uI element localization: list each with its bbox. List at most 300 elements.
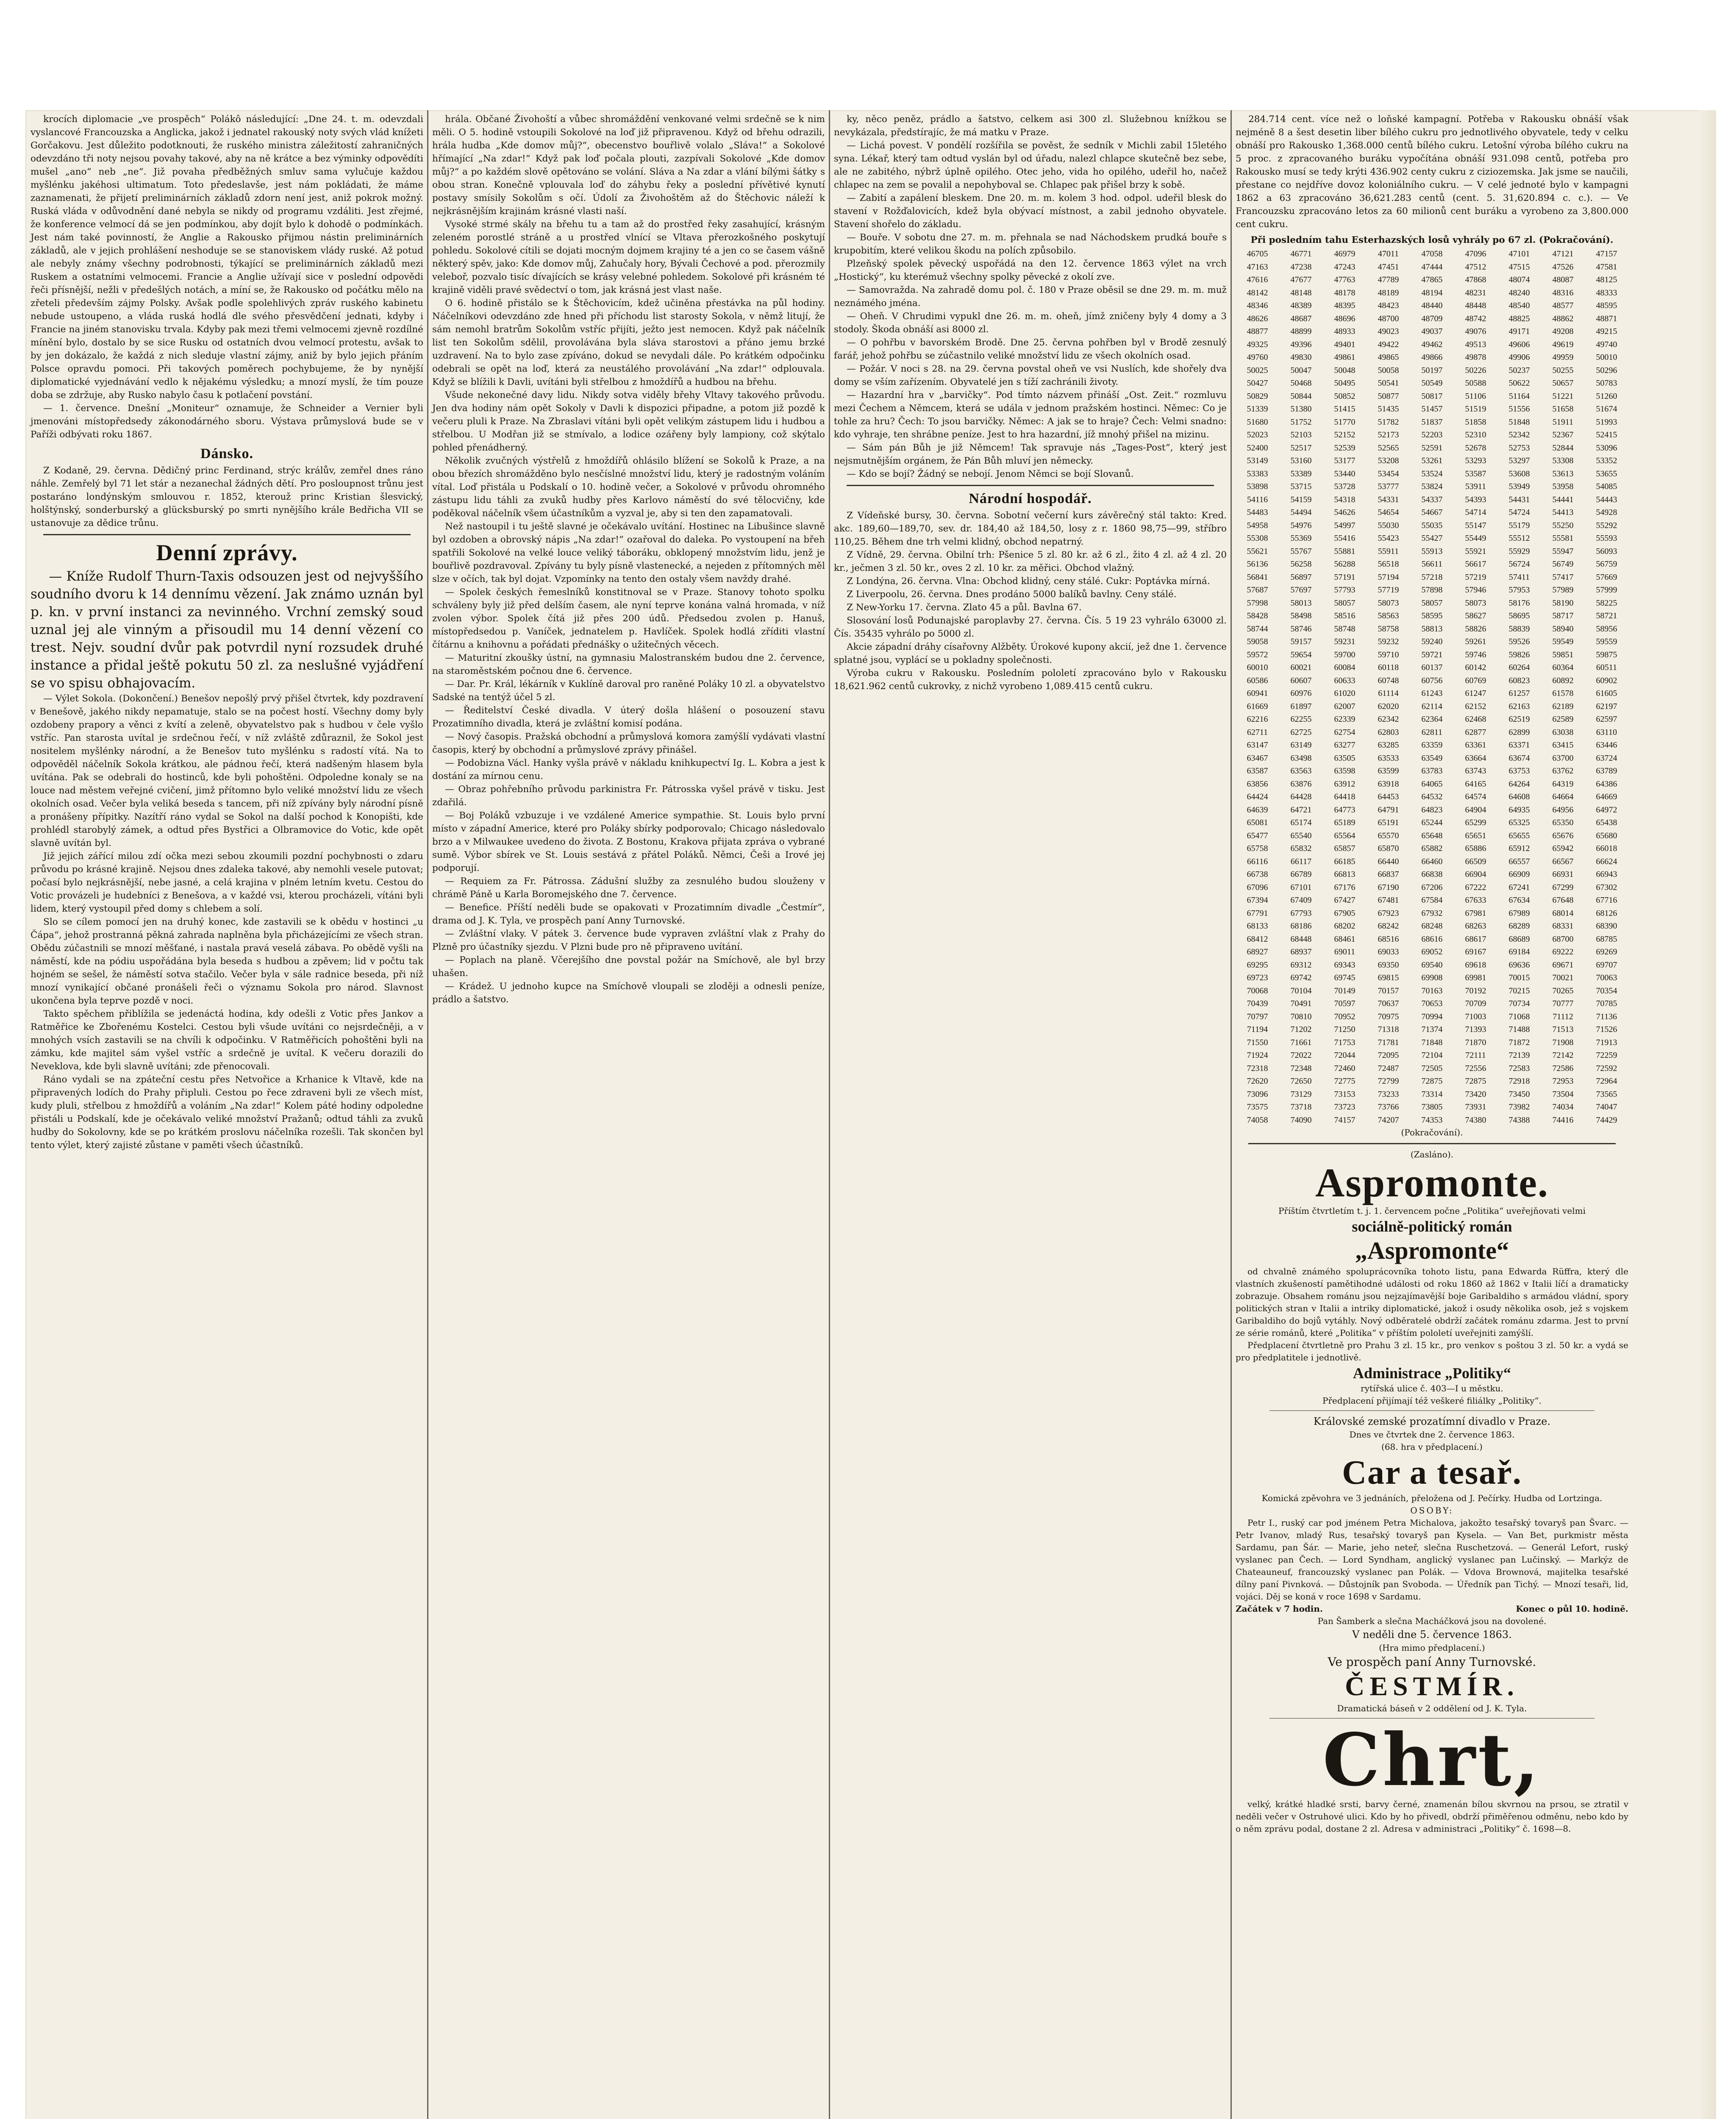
lottery-number: 69981 <box>1465 973 1486 982</box>
lottery-number: 54626 <box>1334 508 1355 517</box>
lottery-number: 53389 <box>1290 469 1312 478</box>
lottery-row <box>1236 804 1628 817</box>
lottery-number: 62468 <box>1465 715 1486 724</box>
lottery-number: 52203 <box>1421 430 1443 439</box>
lottery-number: 55030 <box>1378 520 1399 530</box>
lottery-number: 66789 <box>1290 870 1312 879</box>
lottery-row <box>1236 364 1628 377</box>
column-4 <box>1234 110 1630 2119</box>
lottery-number: 66460 <box>1421 856 1443 866</box>
lottery-number: 59746 <box>1465 650 1486 659</box>
lottery-number: 51435 <box>1378 404 1399 414</box>
lottery-number: 67648 <box>1552 895 1574 905</box>
lottery-number: 50296 <box>1596 365 1617 375</box>
lottery-number: 70785 <box>1596 999 1617 1008</box>
lottery-number: 49215 <box>1596 327 1617 336</box>
lottery-number: 67584 <box>1421 895 1443 905</box>
lottery-number: 64532 <box>1421 792 1443 801</box>
theatre-seq: (68. hra v předplacení.) <box>1381 1442 1483 1452</box>
lottery-row <box>1236 493 1628 506</box>
lottery-number: 67633 <box>1465 895 1486 905</box>
lottery-number: 58746 <box>1290 624 1312 634</box>
lottery-number: 48862 <box>1552 314 1574 323</box>
lottery-number: 61257 <box>1508 689 1530 698</box>
lottery-number: 69350 <box>1378 960 1399 970</box>
lottery-number: 70653 <box>1421 999 1443 1008</box>
lottery-number: 53352 <box>1596 456 1617 465</box>
lottery-row <box>1236 881 1628 894</box>
lottery-number: 72318 <box>1247 1063 1268 1073</box>
lottery-number: 72111 <box>1465 1051 1486 1060</box>
lottery-number: 69707 <box>1596 960 1617 970</box>
play-title-cestmir: ČESTMÍR. <box>1345 1671 1519 1701</box>
lottery-row <box>1236 907 1628 920</box>
lottery-number: 71526 <box>1596 1025 1617 1034</box>
lottery-number: 71550 <box>1247 1037 1268 1047</box>
lottery-number: 72775 <box>1334 1076 1355 1086</box>
lottery-number: 60364 <box>1552 663 1574 672</box>
lottery-number: 70354 <box>1596 986 1617 996</box>
lottery-number: 64935 <box>1508 805 1530 815</box>
lottery-number: 60976 <box>1290 689 1312 698</box>
lottery-number: 63147 <box>1247 740 1268 750</box>
lottery-row <box>1236 700 1628 713</box>
lottery-number: 61114 <box>1378 689 1399 698</box>
lottery-number: 68263 <box>1465 921 1486 931</box>
ad-aspromonte-title-2: „Aspromonte“ <box>1355 1237 1509 1264</box>
lottery-number: 71250 <box>1334 1025 1355 1034</box>
lottery-number: 74058 <box>1247 1115 1268 1125</box>
article-paragraph: Než nastoupil i tu ještě slavné je očekávalo uvítání. Hostinec na Libušince slavně byl ozdoben a obrovský nápis „Na zdar!“ ozařoval do daleka. Po vystoupení na břeh spatřili Sokolové na velké louce veliký táboráku, obklopený množstvím lidu, jenž je bouřlivě pozdravoval. Zpívány tu byly písně vlastenecké, a nejeden z přítomných měl slze v očích, tak byl dojat. Vzpomínky na tento den ostaly všem navždy drahé. <box>432 521 825 584</box>
ad-admin-address: rytířská ulice č. 403—I u městku. <box>1361 1383 1503 1393</box>
lottery-number: 52310 <box>1465 430 1486 439</box>
lottery-number: 49606 <box>1508 339 1530 349</box>
lottery-number: 64264 <box>1508 779 1530 789</box>
lottery-number: 48742 <box>1465 314 1486 323</box>
lottery-number: 66185 <box>1334 856 1355 866</box>
lottery-number: 56093 <box>1596 546 1617 556</box>
lottery-number: 68390 <box>1596 921 1617 931</box>
theatre-name: Královské zemské prozatímní divadlo v Praze. <box>1313 1415 1551 1427</box>
lottery-number: 60264 <box>1508 663 1530 672</box>
lottery-number: 56611 <box>1421 559 1443 569</box>
lottery-number: 72583 <box>1508 1063 1530 1073</box>
lottery-table-title: Při posledním tahu Esterhazských losů vyhrály po 67 zl. (Pokračování). <box>1250 235 1614 245</box>
article-paragraph: Z Vídně, 29. června. Obilní trh: Pšenice 5 zl. 80 kr. až 6 zl., žito 4 zl. až 4 zl. 20 kr., ječmen 3 zl. 50 kr., oves 2 zl. 10 kr. za měřici. Obchod vlažný. <box>834 550 1227 573</box>
lottery-number: 59721 <box>1421 650 1443 659</box>
lottery-number: 56749 <box>1552 559 1574 569</box>
lottery-number: 62519 <box>1508 715 1530 724</box>
lottery-number: 47163 <box>1247 262 1268 272</box>
lottery-number: 54443 <box>1596 495 1617 504</box>
lottery-number: 58013 <box>1290 598 1312 608</box>
lottery-number: 74207 <box>1378 1115 1399 1125</box>
divider <box>43 534 411 535</box>
lottery-number: 59261 <box>1465 637 1486 646</box>
article-paragraph: Z Londýna, 26. června. Vlna: Obchod klidný, ceny stálé. Cukr: Poptávka mírná. <box>847 576 1210 587</box>
lottery-row <box>1236 312 1628 325</box>
theatre-end: Konec o půl 10. hodině. <box>1516 1604 1628 1614</box>
lottery-number: 61669 <box>1247 701 1268 711</box>
lottery-number: 53911 <box>1465 482 1486 491</box>
lottery-number: 63599 <box>1378 766 1399 776</box>
lottery-number: 68516 <box>1378 934 1399 944</box>
lottery-number: 65299 <box>1465 818 1486 827</box>
lottery-number: 63598 <box>1334 766 1355 776</box>
theatre-start: Začátek v 7 hodin. <box>1236 1604 1323 1614</box>
lottery-row <box>1236 816 1628 829</box>
lottery-number: 49740 <box>1596 339 1617 349</box>
lottery-row <box>1236 416 1628 429</box>
lottery-number: 73153 <box>1334 1089 1355 1099</box>
lottery-number: 74380 <box>1465 1115 1486 1125</box>
lottery-number: 59654 <box>1290 650 1312 659</box>
lottery-number: 53524 <box>1421 469 1443 478</box>
lottery-number: 51260 <box>1596 391 1617 401</box>
theatre-date: Dnes ve čtvrtek dne 2. července 1863. <box>1349 1429 1515 1440</box>
lottery-number: 47243 <box>1334 262 1355 272</box>
lottery-number: 53608 <box>1508 469 1530 478</box>
lottery-number: 73450 <box>1508 1089 1530 1099</box>
lottery-number: 70015 <box>1508 973 1530 982</box>
lottery-number: 53293 <box>1465 456 1486 465</box>
lottery-number: 67176 <box>1334 882 1355 892</box>
lottery-number: 71374 <box>1421 1025 1443 1034</box>
lottery-row <box>1236 428 1628 442</box>
lottery-number: 50058 <box>1378 365 1399 375</box>
lottery-number: 53440 <box>1334 469 1355 478</box>
lottery-number: 47096 <box>1465 249 1486 259</box>
lottery-number: 49171 <box>1508 327 1530 336</box>
lottery-number: 70975 <box>1378 1012 1399 1021</box>
lottery-number: 49076 <box>1465 327 1486 336</box>
lottery-number: 48395 <box>1334 301 1355 310</box>
lottery-number: 63762 <box>1552 766 1574 776</box>
lottery-number: 55512 <box>1508 534 1530 543</box>
lottery-number: 54159 <box>1290 495 1312 504</box>
lottery-number: 49959 <box>1552 353 1574 362</box>
lottery-number: 63446 <box>1596 740 1617 750</box>
lottery-number: 69312 <box>1290 960 1312 970</box>
lottery-number: 67634 <box>1508 895 1530 905</box>
article-paragraph: — Poplach na planě. Včerejšího dne povstal požár na Smíchově, ale byl brzy uhašen. <box>432 955 825 979</box>
lottery-number: 62342 <box>1378 715 1399 724</box>
lottery-row <box>1236 945 1628 959</box>
lottery-number: 53613 <box>1552 469 1574 478</box>
persons-heading: OSOBY: <box>1410 1505 1454 1516</box>
lottery-number: 63277 <box>1334 740 1355 750</box>
article-paragraph: Z New-Yorku 17. června. Zlato 45 a půl. Bavlna 67. <box>847 602 1082 613</box>
lottery-number: 47238 <box>1290 262 1312 272</box>
lottery-number: 70994 <box>1421 1012 1443 1021</box>
section-heading-daily-news: Denní zprávy. <box>156 540 298 565</box>
lottery-number: 63753 <box>1508 766 1530 776</box>
lottery-number: 50829 <box>1247 391 1268 401</box>
lottery-number: 64608 <box>1508 792 1530 801</box>
lottery-number: 73931 <box>1465 1102 1486 1112</box>
lottery-row <box>1236 648 1628 662</box>
lottery-number: 70063 <box>1596 973 1617 982</box>
article-paragraph: — Oheň. V Chrudimi vypukl dne 26. m. m. oheň, jímž zničeny byly 4 domy a 3 stodoly. Škoda obnáší asi 8000 zl. <box>834 311 1227 335</box>
lottery-number: 51911 <box>1552 417 1574 427</box>
article-paragraph: — Podobizna Václ. Hanky vyšla právě v nákladu knihkupectví Ig. L. Kobra a jest k dostání za mírnou cenu. <box>432 758 825 781</box>
lottery-number: 62189 <box>1552 701 1574 711</box>
lottery-number: 48231 <box>1465 288 1486 298</box>
lottery-number: 68700 <box>1552 934 1574 944</box>
lottery-number: 52753 <box>1508 443 1530 453</box>
lottery-number: 59710 <box>1378 650 1399 659</box>
lottery-number: 59157 <box>1290 637 1312 646</box>
lottery-number: 72556 <box>1465 1063 1486 1073</box>
column-2 <box>431 110 827 2119</box>
lottery-number: 53824 <box>1421 482 1443 491</box>
column-rule <box>829 110 830 2119</box>
lottery-row <box>1236 454 1628 467</box>
lottery-number: 54331 <box>1378 495 1399 504</box>
lottery-number: 63533 <box>1378 753 1399 763</box>
lottery-number: 66904 <box>1465 870 1486 879</box>
lottery-number: 48448 <box>1465 301 1486 310</box>
lottery-number: 60084 <box>1334 663 1355 672</box>
lottery-row <box>1236 273 1628 286</box>
lottery-number: 67905 <box>1334 908 1355 918</box>
lottery-number: 51106 <box>1465 391 1486 401</box>
lottery-row <box>1236 765 1628 778</box>
lottery-number: 62339 <box>1334 715 1355 724</box>
lottery-number: 55767 <box>1290 546 1312 556</box>
lottery-number: 72259 <box>1596 1051 1617 1060</box>
lottery-number: 54928 <box>1596 508 1617 517</box>
lottery-number: 61247 <box>1465 689 1486 698</box>
lottery-row <box>1236 997 1628 1010</box>
lottery-number: 68448 <box>1290 934 1312 944</box>
lottery-number: 71068 <box>1508 1012 1530 1021</box>
lottery-table-body <box>1236 247 1628 1126</box>
column-1 <box>29 110 425 2119</box>
lottery-number: 49023 <box>1378 327 1399 336</box>
lottery-number: 74090 <box>1290 1115 1312 1125</box>
article-paragraph: Všude nekonečné davy lidu. Nikdy sotva viděly břehy Vltavy takového průvodu. Jen dva hodiny nám opět Sokoly v Davli k dispozici připadne, a potom již pozdě k večeru pluli k Praze. Na Zbraslavi vítáni byli opět velikým zástupem lidu i hudbou a střelbou. U Modřan již se stmívalo, a lodice ozářeny byly lampiony, což skýtalo pohled přenádherný. <box>432 390 825 453</box>
newspaper-page <box>25 110 1716 2119</box>
play-genre: Komická zpěvohra ve 3 jednáních, přeložena od J. Pečírky. Hudba od Lortzinga. <box>1261 1493 1603 1503</box>
lottery-number: 48087 <box>1552 275 1574 284</box>
lottery-number: 62754 <box>1334 727 1355 737</box>
lottery-number: 49422 <box>1378 339 1399 349</box>
lottery-number: 63743 <box>1465 766 1486 776</box>
lottery-number: 68689 <box>1508 934 1530 944</box>
article-paragraph: Již jejich zářící milou zdí očka mezi sebou zkoumili pozdní pochybnosti o zdaru průvodu po krásné krajině. Nejsou dnes zdaleka takové, aby nemohli vesele putovat; počasí bylo nejkrásnější, nebe jasné, a celá krajina v plném letním kvetu. Cestou do Votic provázeli je hudebníci z Benešova, a v každé vsi, kterou procházeli, vítáni byli lidem, který vystoupil před domy s chlebem a solí. <box>31 851 423 914</box>
lottery-number: 61897 <box>1290 701 1312 711</box>
lottery-number: 55913 <box>1421 546 1443 556</box>
lottery-number: 55292 <box>1596 520 1617 530</box>
ad-admin-title: Administrace „Politiky“ <box>1353 1365 1511 1382</box>
lottery-number: 60892 <box>1552 676 1574 685</box>
lottery-number: 70810 <box>1290 1012 1312 1021</box>
lottery-row <box>1236 920 1628 933</box>
lottery-row <box>1236 971 1628 984</box>
lottery-number: 49760 <box>1247 353 1268 362</box>
lottery-number: 48178 <box>1334 288 1355 298</box>
section-heading-economy: Národní hospodář. <box>969 491 1092 506</box>
lottery-number: 67299 <box>1552 882 1574 892</box>
lottery-number: 58758 <box>1378 624 1399 634</box>
article-paragraph: ky, něco peněz, prádlo a šatstvo, celkem asi 300 zl. Služebnou knížkou se nevykázala, předstírajíc, že má matku v Praze. <box>834 114 1227 138</box>
lottery-number: 58073 <box>1465 598 1486 608</box>
lottery-number: 51752 <box>1290 417 1312 427</box>
lottery-number: 70149 <box>1334 986 1355 996</box>
article-paragraph: hrála. Občané Živohoští a vůbec shromáždění venkované velmi srdečně se k nim měli. O 5. hodině vstoupili Sokolové na loď již připravenou. Když od břehu odrazili, hrála hudba „Kde domov můj?“, obecenstvo bouřlivě volalo „Sláva!“ a Sokolové hřímající „Na zdar!“ Když pak loď počala plouti, zazpívali Sokolové „Kde domov můj?“ a po každém slově opětováno se volání. Sláva a Na zdar a vlání bílými šátky s obou stran. Konečně vplouvala loď do záhybu řeky a poslední přívětivé kynutí postavy smísily Sokolům s očí. Údolí za Živohoštěm až do Štěchovic náleží k nejkrásnějším krajinám krásné vlasti naší. <box>432 114 825 217</box>
lottery-number: 51993 <box>1596 417 1617 427</box>
lottery-number: 55250 <box>1552 520 1574 530</box>
lottery-number: 54431 <box>1508 495 1530 504</box>
lottery-number: 68289 <box>1508 921 1530 931</box>
lottery-row <box>1236 687 1628 700</box>
lottery-number: 58826 <box>1465 624 1486 634</box>
lottery-number: 59231 <box>1334 637 1355 646</box>
lottery-number: 49462 <box>1421 339 1443 349</box>
lottery-number: 55593 <box>1596 534 1617 543</box>
article-paragraph: — Hazardní hra v „barvičky“. Pod tímto názvem přináší „Ost. Zeit.“ rozmluvu mezi Čechem a Němcem, která se udála v jednom pražském hostinci. Němec: Co je tohle za hru? Čech: To jsou barvičky. Němec: A jak se to hraje? Čech: Velmi snadno: kdo vyhraje, ten shrábne peníze. Jest to hra hazardní, jíž mnohý přišel na mizinu. <box>834 390 1227 440</box>
lottery-number: 54494 <box>1290 508 1312 517</box>
lottery-number: 48687 <box>1290 314 1312 323</box>
lottery-number: 48871 <box>1596 314 1617 323</box>
lottery-number: 53177 <box>1334 456 1355 465</box>
lottery-number: 69033 <box>1378 947 1399 957</box>
lottery-number: 47121 <box>1552 249 1574 259</box>
lottery-number: 58744 <box>1247 624 1268 634</box>
lottery-number: 57989 <box>1552 585 1574 595</box>
lottery-number: 65174 <box>1290 818 1312 827</box>
lottery-number: 53297 <box>1508 456 1530 465</box>
lottery-number: 58563 <box>1378 611 1399 620</box>
lottery-number: 65676 <box>1552 831 1574 840</box>
lottery-number: 67096 <box>1247 882 1268 892</box>
lottery-row <box>1236 894 1628 907</box>
lottery-number: 64319 <box>1552 779 1574 789</box>
lottery-number: 48189 <box>1378 288 1399 298</box>
lottery-number: 52023 <box>1247 430 1268 439</box>
lottery-number: 51658 <box>1552 404 1574 414</box>
lottery-number: 60941 <box>1247 689 1268 698</box>
lottery-number: 51519 <box>1465 404 1486 414</box>
lottery-number: 51782 <box>1378 417 1399 427</box>
lottery-number: 60118 <box>1378 663 1399 672</box>
lottery-number: 50226 <box>1465 365 1486 375</box>
lottery-number: 60142 <box>1465 663 1486 672</box>
lottery-number: 50468 <box>1290 378 1312 388</box>
lottery-number: 71661 <box>1290 1037 1312 1047</box>
lottery-number: 64956 <box>1552 805 1574 815</box>
lottery-row <box>1236 674 1628 687</box>
lottery-number: 65655 <box>1508 831 1530 840</box>
lottery-number: 48440 <box>1421 301 1443 310</box>
lottery-number: 55921 <box>1465 546 1486 556</box>
lottery-row <box>1236 377 1628 390</box>
lottery-number: 71872 <box>1508 1037 1530 1047</box>
lottery-number: 49208 <box>1552 327 1574 336</box>
lottery-number: 73982 <box>1508 1102 1530 1112</box>
lottery-number: 51221 <box>1552 391 1574 401</box>
article-paragraph: — O pohřbu v bavorském Brodě. Dne 25. června pohřben byl v Brodě zesnulý farář, jehož pohřbu se zúčastnilo veliké množství lidu ze všech okolních osad. <box>834 337 1227 361</box>
lottery-row <box>1236 506 1628 519</box>
lottery-number: 48709 <box>1421 314 1443 323</box>
lottery-number: 63789 <box>1596 766 1617 776</box>
lottery-number: 65648 <box>1421 831 1443 840</box>
lottery-number: 72650 <box>1290 1076 1312 1086</box>
lottery-number: 71781 <box>1378 1037 1399 1047</box>
lottery-number: 56288 <box>1334 559 1355 569</box>
lottery-number: 65244 <box>1421 818 1443 827</box>
lottery-number: 47451 <box>1378 262 1399 272</box>
lottery-number: 65540 <box>1290 831 1312 840</box>
lottery-number: 55449 <box>1465 534 1486 543</box>
lottery-number: 68126 <box>1596 908 1617 918</box>
lottery-number: 68331 <box>1552 921 1574 931</box>
lottery-number: 72044 <box>1334 1051 1355 1060</box>
article-paragraph: 284.714 cent. více než o loňské kampagní. Potřeba v Rakousku obnáší však nejméně 8 a šest desetin liber bílého cukru pro jednotlivého obyvatele, tedy v celku obnáší pro Rakousko 1,368.000 centů bílého cukru. Letošní výroba bílého cukru na 5 proc. z zpracovaného buráku vypočítána obnáší 931.098 centů, potřeba pro Rakousko musí se tedy krýti 436.902 centy cukru z ciziozemska. Jak jsme se naučili, přestane co nejdříve dovoz koloniálního cukru. — V celé jednoté bylo v kampagni 1862 a 63 zpracováno 36,621.283 centů (cent. 5. 31,620.894 c. c.). — Ve Francouzsku zpracováno letos za 60 milionů cent buráku a vyrobeno za 3,800.000 cent cukru. <box>1236 114 1628 230</box>
lottery-number: 66509 <box>1465 856 1486 866</box>
lottery-number: 47526 <box>1552 262 1574 272</box>
lottery-number: 58717 <box>1552 611 1574 620</box>
article-paragraph: krocích diplomacie „ve prospěch“ Polákô následující: „Dne 24. t. m. odevzdali vyslancové Francouzska a Anglicka, jakož i jednatel rakouský noty svých vlád knížeti Gorčakovu. Jest důležito podotknouti, že ruského ministra záležitostí zahraničných odevzdáno tři noty nejsou povahy takové, aby na ně krátce a bez výminky odpovědíti mušel „ano“ neb „ne“. Již povaha předběžných smluv sama vylučuje každou myšlénku jakéhosi ultimatum. Toto předeslavše, jest nám pokládati, že máme zaznamenati, že přijetí preliminárních základů zdorn není jest, aniž pokrok možný. Ruská vláda v odůvodnění dané nebyla se nikdy od programu vzdáliti. Jest zřejmé, že konference velmocí dá se jen podmínkou, aby dojít bylo k dohodě o podmínkách. Jest nám také povinností, že Anglie a Rakousko přijmou nástin preliminárních základů, ale v jejich prohlášení neshoduje se se stanoviskem vlády ruské. Až potud ale nebyly známy všechny podrobnosti, týkající se preliminárních základů mezi Ruskem a ostatními velmocemi. Francie a Anglie užívají sice v poslední odpovědi řeči přísnější, nežli v předešlých notách, a míní se, že Rakousko od počátku mělo na zřeteli především zájmy Polsky. Avšak podle spolehlivých zpráv ruského kabinetu nebude ustoupeno, a vláda ruská hodlá dle svého přesvědčení jednati, kdyby i Francie na jiném stanovisku trvala. Kdyby pak mezi třemi velmocemi zjevně rozdílné mínění bylo, dostalo by se sice Rusku od ostatních dvou velmocí protestu, avšak to by jen dokázalo, že každá z nich sleduje vlastní zájmy, aniž by bylo jejich přáním Polsce opravdu pomoci. Při takových poměrech pochybujeme, že by nynější diplomatické vyjednávání vedlo k nějakému výsledku; a mnozí myslí, že tím pouze doba se zdržuje, aby Rusko nabylo času k potlačení povstání. <box>31 114 423 400</box>
lottery-number: 65477 <box>1247 831 1268 840</box>
lottery-number: 66440 <box>1378 856 1399 866</box>
lottery-number: 53655 <box>1596 469 1617 478</box>
article-paragraph: — Požár. V noci s 28. na 29. června povstal oheň ve vsi Nuslích, kde shořely dva domy se vším zařízením. Obyvatelé jen s tíží zachránili životy. <box>834 364 1227 387</box>
lottery-number: 48389 <box>1290 301 1312 310</box>
lottery-number: 67206 <box>1421 882 1443 892</box>
lottery-number: 48899 <box>1290 327 1312 336</box>
lottery-number: 63664 <box>1465 753 1486 763</box>
lottery-number: 55416 <box>1334 534 1355 543</box>
lottery-number: 69052 <box>1421 947 1443 957</box>
lottery-number: 64664 <box>1552 792 1574 801</box>
lottery-number: 71393 <box>1465 1025 1486 1034</box>
lottery-number: 70439 <box>1247 999 1268 1008</box>
lottery-number: 63361 <box>1465 740 1486 750</box>
lottery-number: 70637 <box>1378 999 1399 1008</box>
lottery-number: 68242 <box>1378 921 1399 931</box>
lottery-row <box>1236 571 1628 584</box>
lottery-number: 68186 <box>1290 921 1312 931</box>
lottery-number: 63505 <box>1334 753 1355 763</box>
lottery-number: 64065 <box>1421 779 1443 789</box>
lottery-number: 56136 <box>1247 559 1268 569</box>
lottery-row <box>1236 1049 1628 1062</box>
lottery-number: 54483 <box>1247 508 1268 517</box>
lottery-number: 58190 <box>1552 598 1574 608</box>
lottery-number: 73565 <box>1596 1089 1617 1099</box>
lottery-number: 52367 <box>1552 430 1574 439</box>
lottery-number: 71318 <box>1378 1025 1399 1034</box>
lottery-number: 68927 <box>1247 947 1268 957</box>
lottery-number: 67791 <box>1247 908 1268 918</box>
lottery-number: 72022 <box>1290 1051 1312 1060</box>
lottery-number: 69011 <box>1334 947 1355 957</box>
lottery-number: 55621 <box>1247 546 1268 556</box>
article-paragraph: O 6. hodině přistálo se k Štěchovicím, kdež učiněna přestávka na půl hodiny. Náčelníkovi odevzdáno zde hned při příchodu list starosty Sokola, v němž litují, že sám nemohl bratrům Sokolům vstříc přijíti, ježto jest nemocen. Když pak náčelník list ten Sokolům sdělil, provolávána byla sláva starostovi a přáno jemu brzké uzdravení. Na to bylo zase zpíváno, dokud se nevydali dále. Po krátkém odpočinku odebrali se opět na loď, která za neustálého provolávání „Na zdar!“ odplouvala. Když se blížili k Davli, uvítáni byli střelbou z hmoždířů a hudbou na břehu. <box>432 298 825 387</box>
lottery-number: 67923 <box>1378 908 1399 918</box>
lottery-number: 68133 <box>1247 921 1268 931</box>
lottery-number: 72104 <box>1421 1051 1443 1060</box>
lottery-number: 58940 <box>1552 624 1574 634</box>
lottery-number: 66837 <box>1378 870 1399 879</box>
lottery-row <box>1236 842 1628 855</box>
lottery-number: 65081 <box>1247 818 1268 827</box>
lottery-number: 66909 <box>1508 870 1530 879</box>
lottery-number: 55929 <box>1508 546 1530 556</box>
lottery-row <box>1236 442 1628 455</box>
